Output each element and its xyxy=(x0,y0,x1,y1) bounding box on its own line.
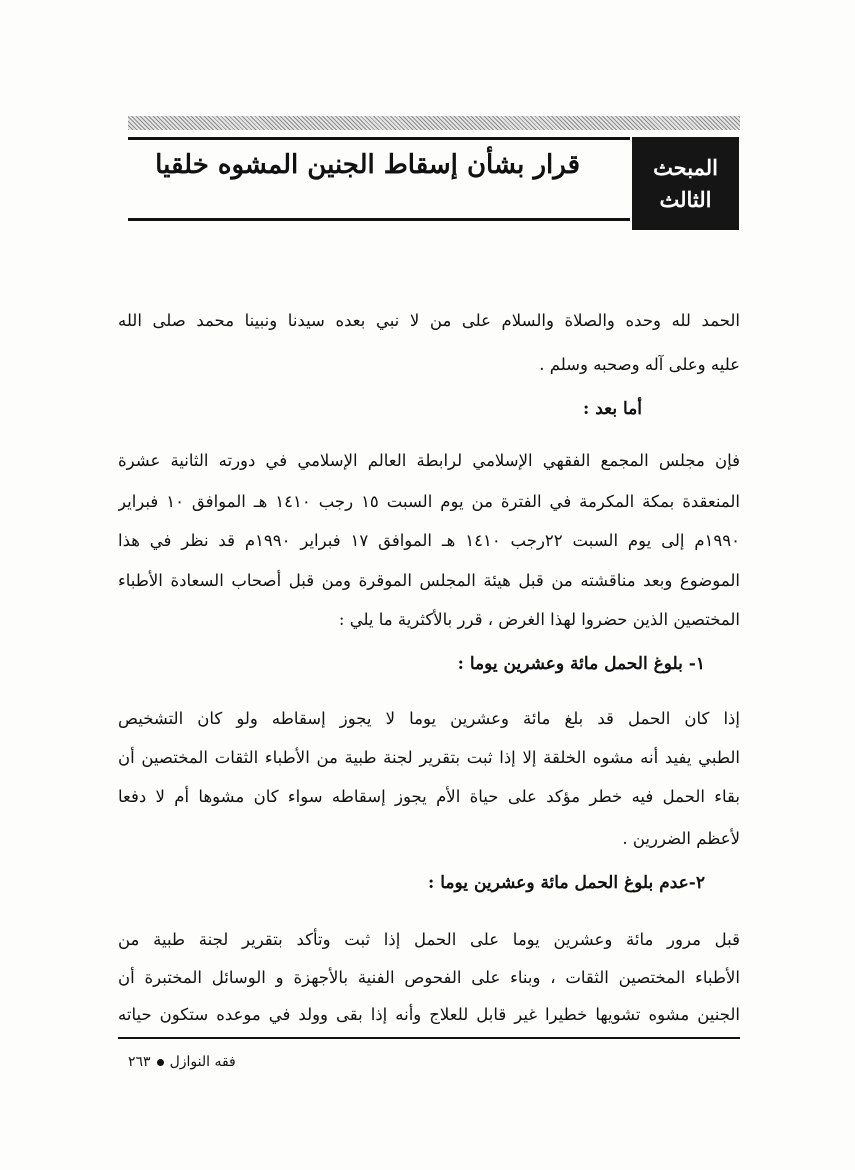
section-label-line1: المبحث xyxy=(653,155,718,180)
paragraph1-line5: المختصين الذين حضروا لهذا الغرض ، قرر بالأكثرية ما يلي : xyxy=(338,610,740,629)
page-footer xyxy=(128,1054,236,1070)
title-bottom-rule xyxy=(128,218,630,221)
heading-1: ١- بلوغ الحمل مائة وعشرين يوما : xyxy=(457,654,705,674)
footer-book-title: فقه النوازل xyxy=(169,1054,236,1070)
footer-bullet-icon xyxy=(157,1059,164,1066)
page-title: قرار بشأن إسقاط الجنين المشوه خلقيا xyxy=(155,150,580,180)
paragraph2-line4: لأعظم الضررين . xyxy=(622,829,740,848)
page-number: ٢٦٣ xyxy=(128,1054,151,1070)
paragraph1-line4: الموضوع وبعد مناقشته من قبل هيئة المجلس الموقرة ومن قبل أصحاب السعادة الأطباء xyxy=(118,571,740,590)
decorative-hatched-band xyxy=(128,116,740,130)
heading-2: ٢-عدم بلوغ الحمل مائة وعشرين يوما : xyxy=(428,873,705,893)
title-top-rule xyxy=(128,137,630,140)
amma-baad-heading: أما بعد : xyxy=(583,399,642,419)
paragraph1-line3: ١٩٩٠م إلى يوم السبت ٢٢رجب ١٤١٠ هـ الموافق ١٧ فبراير ١٩٩٠م قد نظر في هذا xyxy=(118,531,740,550)
intro-line-1: الحمد لله وحده والصلاة والسلام على من لا نبي بعده سيدنا ونبينا محمد صلى الله xyxy=(118,311,740,330)
section-label-box xyxy=(632,137,739,230)
paragraph2-line3: بقاء الحمل فيه خطر مؤكد على حياة الأم يجوز إسقاطه سواء كان مشوها أم لا دفعا xyxy=(118,787,740,806)
paragraph3-line2: الأطباء المختصين الثقات ، وبناء على الفحوص الفنية بالأجهزة و الوسائل المختبرة أن xyxy=(118,968,740,987)
paragraph1-line1: فإن مجلس المجمع الفقهي الإسلامي لرابطة العالم الإسلامي في دورته الثانية عشرة xyxy=(118,451,740,470)
paragraph3-line1: قبل مرور مائة وعشرين يوما على الحمل إذا ثبت وتأكد بتقرير لجنة طبية من xyxy=(118,930,740,949)
paragraph1-line2: المنعقدة بمكة المكرمة في الفترة من يوم السبت ١٥ رجب ١٤١٠ هـ الموافق ١٠ فبراير xyxy=(118,492,740,511)
section-label-line2: الثالث xyxy=(659,186,712,212)
intro-line-2: عليه وعلى آله وصحبه وسلم . xyxy=(539,355,740,374)
footer-rule xyxy=(118,1037,740,1039)
paragraph2-line2: الطبي يفيد أنه مشوه الخلقة إلا إذا ثبت بتقرير لجنة طبية من الأطباء الثقات المختصين أن xyxy=(118,748,740,767)
paragraph3-line3: الجنين مشوه تشويها خطيرا غير قابل للعلاج وأنه إذا بقى وولد في موعده ستكون حياته xyxy=(118,1005,740,1024)
paragraph2-line1: إذا كان الحمل قد بلغ مائة وعشرين يوما لا يجوز إسقاطه ولو كان التشخيص xyxy=(118,709,740,728)
